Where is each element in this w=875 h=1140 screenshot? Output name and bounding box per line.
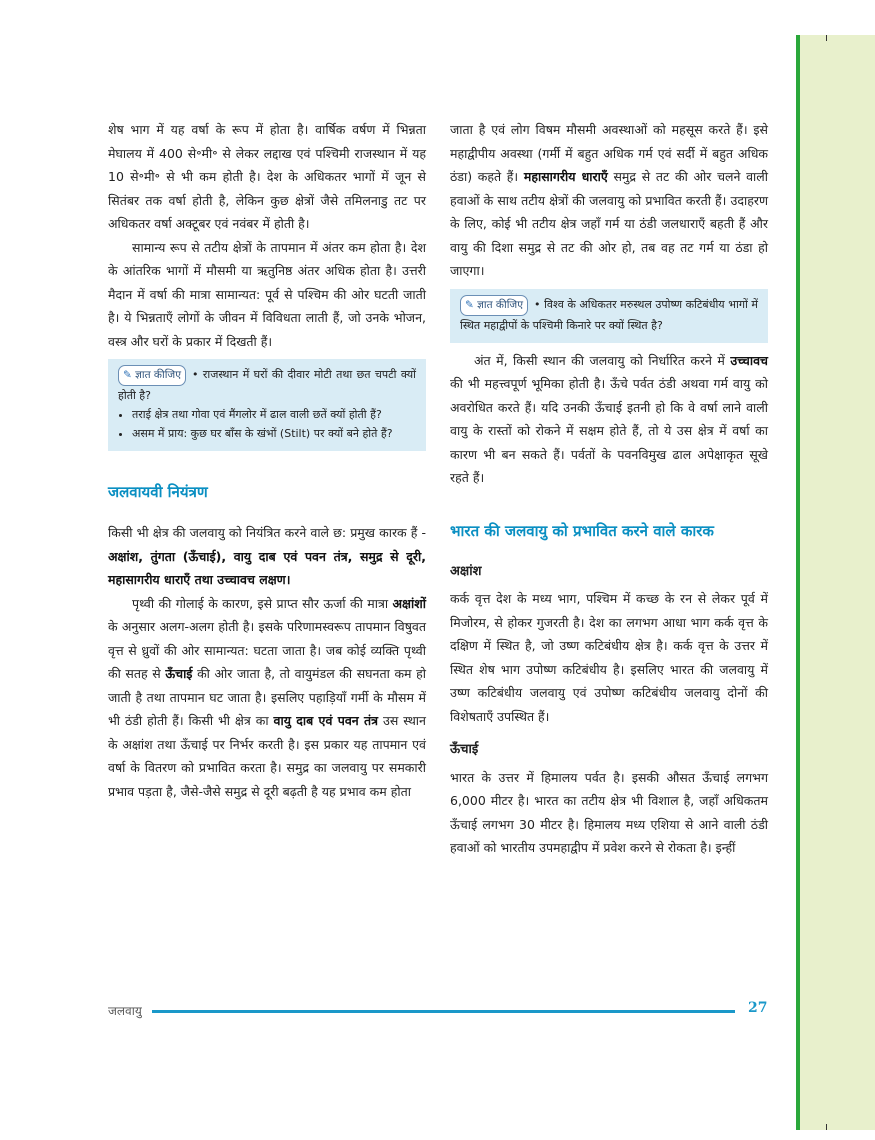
paragraph: जाता है एवं लोग विषम मौसमी अवस्थाओं को महसूस करते हैं। इसे महाद्वीपीय अवस्था (गर्मी में बहुत अधिक गर्म एवं सर्दी में बहुत अधिक ठंडा) कहते हैं। महासागरीय धाराएँ समुद्र से तट की ओर चलने वाली हवाओं के साथ तटीय क्षेत्रों की जलवायु को प्रभावित करती हैं। उदाहरण के लिए, कोई भी तटीय क्षेत्र जहाँ गर्म या ठंडी जलधाराएँ बहती हैं और वायु की दिशा समुद्र से तट की ओर हो, तब वह तट गर्म या ठंडा हो जाएगा। [450,122,768,278]
side-margin-panel [798,35,875,1130]
section-heading: जलवायवी नियंत्रण [108,483,208,501]
bold-term: वायु दाब एवं पवन तंत्र [273,713,379,728]
pen-icon: ✎ [465,298,474,311]
bold-term: ऊँचाई [165,666,193,681]
page-number: 27 [748,1000,768,1016]
question: विश्व के अधिकतर मरुस्थल उपोष्ण कटिबंधीय भागों में स्थित महाद्वीपों के पश्चिमी किनारे पर क्यों स्थित है? [460,297,758,332]
paragraph: शेष भाग में यह वर्षा के रूप में होता है। वार्षिक वर्षण में भिन्नता मेघालय में 400 से॰मी॰ से लेकर लद्दाख एवं पश्चिमी राजस्थान में यह 10 से॰मी॰ से भी कम होती है। देश के अधिकतर भागों में जून से सितंबर तक वर्षा होती है, लेकिन कुछ क्षेत्रों जैसे तमिलनाडु तट पर अधिकतर वर्षा अक्टूबर एवं नवंबर में होती है। [108,122,426,231]
chapter-name: जलवायु [108,1004,142,1018]
find-out-box: ✎ ज्ञात कीजिए • विश्व के अधिकतर मरुस्थल उपोष्ण कटिबंधीय भागों में स्थित महाद्वीपों के पश्चिमी किनारे पर क्यों स्थित है? [450,289,768,343]
question: • असम में प्राय: कुछ घर बाँस के खंभों (Stilt) पर क्यों बने होते हैं? [132,424,416,443]
left-column [108,118,426,803]
section-heading: भारत की जलवायु को प्रभावित करने वाले कारक [450,521,714,540]
paragraph: पृथ्वी की गोलाई के कारण, इसे प्राप्त सौर ऊर्जा की मात्रा अक्षांशों के अनुसार अलग-अलग होती है। इसके परिणामस्वरूप तापमान विषुवत वृत्त से ध्रुवों की ओर सामान्यत: घटता जाता है। जब कोई व्यक्ति पृथ्वी की सतह से ऊँचाई की ओर जाता है, तो वायुमंडल की सघनता कम हो जाती है तथा तापमान घट जाता है। इसलिए पहाड़ियाँ गर्मी के मौसम में भी ठंडी होती हैं। किसी भी क्षेत्र का वायु दाब एवं पवन तंत्र उस स्थान के अक्षांश तथा ऊँचाई पर निर्भर करती है। इस प्रकार यह तापमान एवं वर्षा के वितरण को प्रभावित करता है। समुद्र का जलवायु पर समकारी प्रभाव पड़ता है, जैसे-जैसे समुद्र से दूरी बढ़ती है यह प्रभाव कम होता [108,595,427,799]
paragraph: कर्क वृत्त देश के मध्य भाग, पश्चिम में कच्छ के रन से लेकर पूर्व में मिजोरम, से होकर गुजरती है। देश का लगभग आधा भाग कर्क वृत्त के दक्षिण में स्थित है, जो उष्ण कटिबंधीय क्षेत्र है। कर्क वृत्त के उत्तर में स्थित शेष भाग उपोष्ण कटिबंधीय है। इसलिए भारत की जलवायु में उष्ण कटिबंधीय जलवायु एवं उपोष्ण कटिबंधीय जलवायु दोनों की विशेषताएँ उपस्थित हैं। [450,591,768,724]
paragraph: किसी भी क्षेत्र की जलवायु को नियंत्रित करने वाले छ: प्रमुख कारक हैं - अक्षांश, तुंगता (ऊँचाई), वायु दाब एवं पवन तंत्र, समुद्र से दूरी, महासागरीय धाराएँ तथा उच्चावच लक्षण। [108,525,426,587]
crop-mark [826,1124,827,1130]
side-margin-line [796,35,800,1130]
paragraph: अंत में, किसी स्थान की जलवायु को निर्धारित करने में उच्चावच की भी महत्त्वपूर्ण भूमिका होती है। ऊँचे पर्वत ठंडी अथवा गर्म वायु को अवरोधित करते हैं। यदि उनकी ऊँचाई इतनी हो कि वे वर्षा लाने वाली वायु के रास्तों को रोकने में सक्षम होते हैं, तो ये उस क्षेत्र में वर्षा का कारण भी बन सकते हैं। पर्वतों के पवनविमुख ढाल अपेक्षाकृत सूखे रहते हैं। [450,352,768,485]
footer-rule [152,1010,735,1013]
paragraph: सामान्य रूप से तटीय क्षेत्रों के तापमान में अंतर कम होता है। देश के आंतरिक भागों में मौसमी या ऋतुनिष्ठ अंतर अधिक होता है। उत्तरी मैदान में वर्षा की मात्रा सामान्यत: पूर्व से पश्चिम की ओर घटती जाती है। ये भिन्नताएँ लोगों के जीवन में विविधता लाती हैं, जो उनके भोजन, वस्त्र और घरों के प्रकार में दिखती हैं। [108,239,426,349]
subheading: ऊँचाई [450,742,479,757]
paragraph: भारत के उत्तर में हिमालय पर्वत है। इसकी औसत ऊँचाई लगभग 6,000 मीटर है। भारत का तटीय क्षेत्र भी विशाल है, जहाँ अधिकतम ऊँचाई लगभग 30 मीटर है। हिमालय मध्य एशिया से आने वाली ठंडी हवाओं को भारतीय उपमहाद्वीप में प्रवेश करने से रोकता है। इन्हीं [450,769,768,855]
bold-term: अक्षांशों [392,595,426,611]
find-out-box: ✎ ज्ञात कीजिए • राजस्थान में घरों की दीवार मोटी तथा छत चपटी क्यों होती है? • तराई क्षेत्र तथा गोवा एवं मैंगलोर में ढाल वाली छतें क्यों होती हैं? • असम में प्राय: कुछ घर बाँस के खंभों (Stilt) पर क्यों बने होते हैं? [108,359,426,451]
find-out-tag-label: ज्ञात कीजिए [477,298,524,311]
bold-term: उच्चावच [730,352,768,368]
find-out-tag [460,295,528,316]
find-out-tag [118,365,186,386]
question: • तराई क्षेत्र तथा गोवा एवं मैंगलोर में ढाल वाली छतें क्यों होती हैं? [132,405,416,424]
bold-term: अक्षांश, तुंगता (ऊँचाई), वायु दाब एवं पवन तंत्र, समुद्र से दूरी, महासागरीय धाराएँ तथा उच्चावच लक्षण। [108,548,426,587]
question: राजस्थान में घरों की दीवार मोटी तथा छत चपटी क्यों होती है? [118,368,416,402]
crop-mark [826,35,827,41]
find-out-tag-label: ज्ञात कीजिए [135,369,182,381]
right-column [450,118,768,860]
pen-icon: ✎ [123,369,132,381]
subheading: अक्षांश [450,563,482,579]
bold-term: महासागरीय धाराएँ [523,169,608,184]
